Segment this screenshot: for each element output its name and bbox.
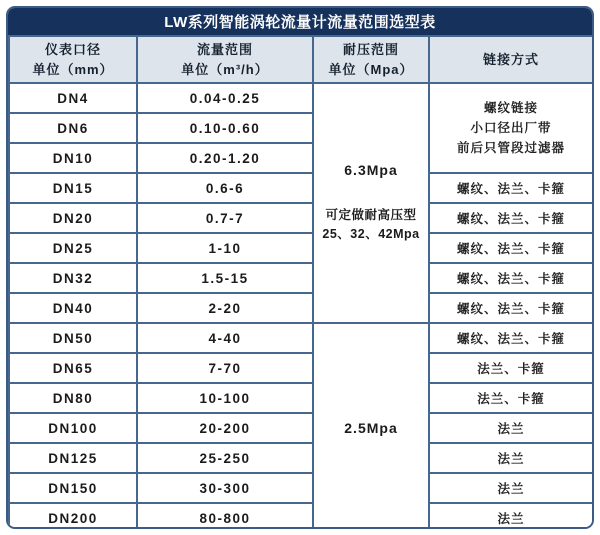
caliber-cell: DN40 [9, 293, 137, 323]
selection-table [8, 35, 594, 529]
flow-cell: 0.04-0.25 [137, 83, 313, 113]
connection-note [430, 98, 592, 158]
col-header-caliber [9, 36, 137, 83]
connection-cell: 螺纹、法兰、卡箍 [429, 233, 593, 263]
table-row [9, 83, 593, 113]
connection-cell: 法兰、卡箍 [429, 353, 593, 383]
caliber-cell: DN125 [9, 443, 137, 473]
table-row [9, 503, 593, 529]
pressure-high-note-line2: 25、32、42Mpa [322, 227, 420, 241]
table-row [9, 353, 593, 383]
connection-header-label: 链接方式 [482, 51, 539, 67]
flow-header-unit: 单位（m³/h） [181, 61, 269, 77]
caliber-cell: DN20 [9, 203, 137, 233]
caliber-cell: DN200 [9, 503, 137, 529]
caliber-header-label: 仪表口径 [44, 42, 101, 57]
connection-cell: 螺纹、法兰、卡箍 [429, 323, 593, 353]
header-row [9, 36, 593, 83]
connection-note-line3: 前后只管段过滤器 [456, 141, 565, 155]
caliber-cell: DN4 [9, 83, 137, 113]
pressure-header-label: 耐压范围 [342, 42, 399, 57]
caliber-cell: DN32 [9, 263, 137, 293]
flow-cell: 0.20-1.20 [137, 143, 313, 173]
flow-cell: 25-250 [137, 443, 313, 473]
selection-table-card [6, 6, 594, 529]
caliber-cell: DN150 [9, 473, 137, 503]
table-title: LW系列智能涡轮流量计流量范围选型表 [8, 8, 592, 35]
flow-cell: 0.6-6 [137, 173, 313, 203]
table-row [9, 413, 593, 443]
flow-cell: 20-200 [137, 413, 313, 443]
flow-cell: 4-40 [137, 323, 313, 353]
pressure-header-unit: 单位（Mpa） [328, 61, 414, 77]
caliber-cell: DN25 [9, 233, 137, 263]
flow-cell: 1.5-15 [137, 263, 313, 293]
pressure-high-stack [314, 162, 428, 245]
flow-cell: 80-800 [137, 503, 313, 529]
connection-cell: 法兰 [429, 443, 593, 473]
flow-cell: 0.10-0.60 [137, 113, 313, 143]
flow-cell: 2-20 [137, 293, 313, 323]
connection-cell: 螺纹、法兰、卡箍 [429, 263, 593, 293]
table-row [9, 293, 593, 323]
caliber-cell: DN6 [9, 113, 137, 143]
flow-cell: 10-100 [137, 383, 313, 413]
flow-cell: 7-70 [137, 353, 313, 383]
connection-cell: 法兰 [429, 413, 593, 443]
connection-note-line2: 小口径出厂带 [470, 121, 552, 135]
connection-cell: 螺纹、法兰、卡箍 [429, 203, 593, 233]
caliber-cell: DN100 [9, 413, 137, 443]
connection-cell: 法兰 [429, 473, 593, 503]
pressure-high-cell [313, 83, 429, 323]
table-row [9, 473, 593, 503]
connection-cell: 法兰 [429, 503, 593, 529]
caliber-cell: DN50 [9, 323, 137, 353]
connection-cell: 螺纹、法兰、卡箍 [429, 293, 593, 323]
table-row [9, 443, 593, 473]
connection-note-line1: 螺纹链接 [483, 101, 538, 115]
col-header-flow-range [137, 36, 313, 83]
connection-note-cell [429, 83, 593, 173]
caliber-header-unit: 单位（mm） [32, 61, 114, 77]
pressure-low-cell: 2.5Mpa [313, 323, 429, 529]
table-row [9, 173, 593, 203]
connection-cell: 螺纹、法兰、卡箍 [429, 173, 593, 203]
table-row [9, 233, 593, 263]
pressure-high-note [322, 206, 419, 245]
col-header-connection [429, 36, 593, 83]
connection-cell: 法兰、卡箍 [429, 383, 593, 413]
caliber-cell: DN65 [9, 353, 137, 383]
table-row [9, 383, 593, 413]
table-row [9, 263, 593, 293]
flow-header-label: 流量范围 [196, 42, 253, 57]
caliber-cell: DN80 [9, 383, 137, 413]
pressure-high-value: 6.3Mpa [344, 161, 398, 178]
caliber-cell: DN10 [9, 143, 137, 173]
pressure-high-note-line1: 可定做耐高压型 [325, 207, 417, 222]
flow-cell: 0.7-7 [137, 203, 313, 233]
table-row [9, 203, 593, 233]
caliber-cell: DN15 [9, 173, 137, 203]
flow-cell: 30-300 [137, 473, 313, 503]
flow-cell: 1-10 [137, 233, 313, 263]
table-row [9, 323, 593, 353]
col-header-pressure-range [313, 36, 429, 83]
